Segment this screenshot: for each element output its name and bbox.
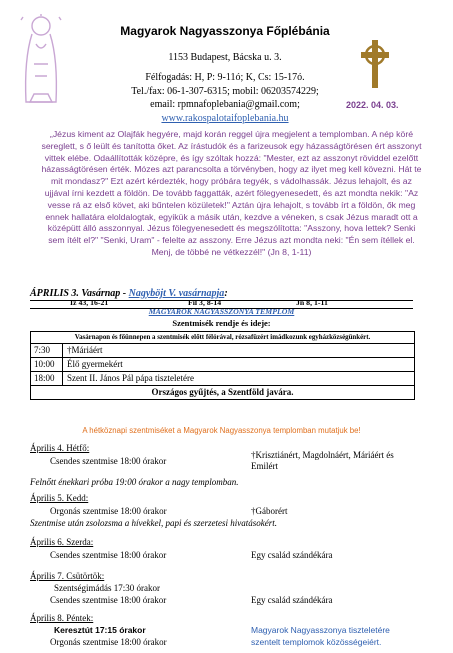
office-hours: Félfogadás: H, P: 9-11ó; K, Cs: 15-17ó.	[145, 72, 305, 84]
collection-notice: Országos gyűjtés, a Szentföld javára.	[151, 387, 294, 397]
table-row: 18:00 Szent II. János Pál pápa tiszteletére	[31, 372, 414, 386]
day-date: Április 7. Csütörtök:	[30, 571, 105, 581]
weekday-note: A hétköznapi szentmiséket a Magyarok Nagyasszonya templomban mutatjuk be!	[82, 426, 361, 435]
day-intention: †Krisztiánért, Magdolnáért, Máriáért és Emilért	[251, 450, 394, 471]
day-intention: Egy család szándékára	[251, 550, 333, 560]
day-service: Csendes szentmise 18:00 órakor	[50, 550, 167, 560]
parish-title: Magyarok Nagyasszonya Főplébánia	[120, 24, 330, 38]
sunday-heading: ÁPRILIS 3. Vasárnap - Nagyböjt V. vasárnapja:	[30, 288, 228, 299]
day-date: Április 5. Kedd:	[30, 493, 89, 503]
gospel-text: „Jézus kiment az Olajfák hegyére, majd korán reggel újra megjelent a templomban. A nép köré sereglett, s ő leült és tanította őket. Az írástudók és a farizeusok egy házasságtörésen ért asszonyt vittek elébe. Odaállították középre, és így szóltak hozzá: "Mester, ezt az asszonyt röviddel ezelőtt házasságtörésen érték. Mózes azt parancsolta a törvényben, hogy az ilyet meg kell kövezni. Hát te mit mondasz?" Ezt azért kérdezték, hogy próbára tegyék, s vádolhassák. Jézus lehajolt, és az ujjával írni kezdett a földön. De tovább faggatták, azért fölegyenesedett, és azt mondta nekik: "Az vesse rá az első követ, aki bűntelen közületek!" Aztán újra lehajolt, s tovább írt a földön, ők meg ennek hallatára eloldalogtak, egyikük a másik után, kezdve a véneken, s csak Jézus maradt ott a középütt álló asszonnyal. Jézus fölegyenesedett és megszólította: "Asszony, hova lettek? Senki sem ítélt el?" "Senki, Uram" - felelte az asszony. Erre Jézus azt mondta neki: "Én sem ítéllek el. Menj, de többé ne vétkezzél!" (Jn 8, 1-11)	[41, 129, 422, 257]
sunday-link[interactable]: Nagyböjt V. vasárnapja	[128, 288, 225, 299]
bulletin-date: 2022. 04. 03.	[346, 100, 399, 110]
day-intention: szentelt templomok közösségeiért.	[251, 637, 382, 647]
day-date: Április 6. Szerda:	[30, 537, 94, 547]
cross-icon	[358, 38, 392, 90]
day-intention: Magyarok Nagyasszonya tiszteletére	[251, 625, 390, 635]
day-monday	[30, 443, 430, 489]
church-name: MAGYAROK NAGYASSZONYA TEMPLOM	[148, 307, 295, 316]
madonna-logo	[14, 14, 68, 106]
phone: Tel./fax: 06-1-307-6315; mobil: 06203574229;	[131, 85, 319, 97]
day-service: Csendes szentmise 18:00 órakor	[50, 595, 167, 605]
day-tuesday	[30, 493, 430, 533]
reading-1: Iz 43, 16-21	[70, 298, 109, 307]
day-service: Orgonás szentmise 18:00 órakor	[50, 637, 167, 647]
day-service: Szentségimádás 17:30 órakor	[54, 583, 160, 593]
reading-2: Fil 3, 8-14	[188, 298, 222, 307]
day-date: Április 4. Hétfő:	[30, 443, 90, 453]
day-intention: †Gáborért	[251, 506, 288, 516]
day-note: Szentmise után zsolozsma a hívekkel, papi és szerzetesi hivatásokért.	[30, 518, 277, 528]
celtic-cross-logo	[358, 38, 392, 90]
madonna-icon	[14, 14, 68, 106]
email: email: rpmnafoplebania@gmail.com;	[150, 99, 300, 111]
day-service: Keresztút 17:15 órakor	[54, 625, 146, 635]
day-service: Orgonás szentmise 18:00 órakor	[50, 506, 167, 516]
rosary-notice: Vasárnapon és főünnepen a szentmisék előtt félórával, rózsafüzért imádkozunk egyházközségünkért.	[31, 332, 414, 344]
day-date: Április 8. Péntek:	[30, 613, 94, 623]
day-note: Felnőtt énekkari próba 19:00 órakor a nagy templomban.	[30, 477, 239, 487]
address: 1153 Budapest, Bácska u. 3.	[168, 52, 282, 63]
sunday-mass-table	[30, 331, 415, 400]
day-wednesday	[30, 537, 430, 567]
reading-3: Jn 8, 1-11	[296, 298, 328, 307]
table-row: 10:00 Élő gyermekért	[31, 358, 414, 372]
day-intention: Egy család szándékára	[251, 595, 333, 605]
day-thursday	[30, 571, 430, 611]
website-link[interactable]: www.rakospalotaifoplebania.hu	[161, 112, 289, 124]
day-service: Csendes szentmise 18:00 órakor	[50, 456, 167, 466]
day-friday	[30, 613, 430, 653]
mass-order-heading: Szentmisék rendje és ideje:	[172, 318, 271, 328]
table-row: 7:30 †Máriáért	[31, 344, 414, 358]
